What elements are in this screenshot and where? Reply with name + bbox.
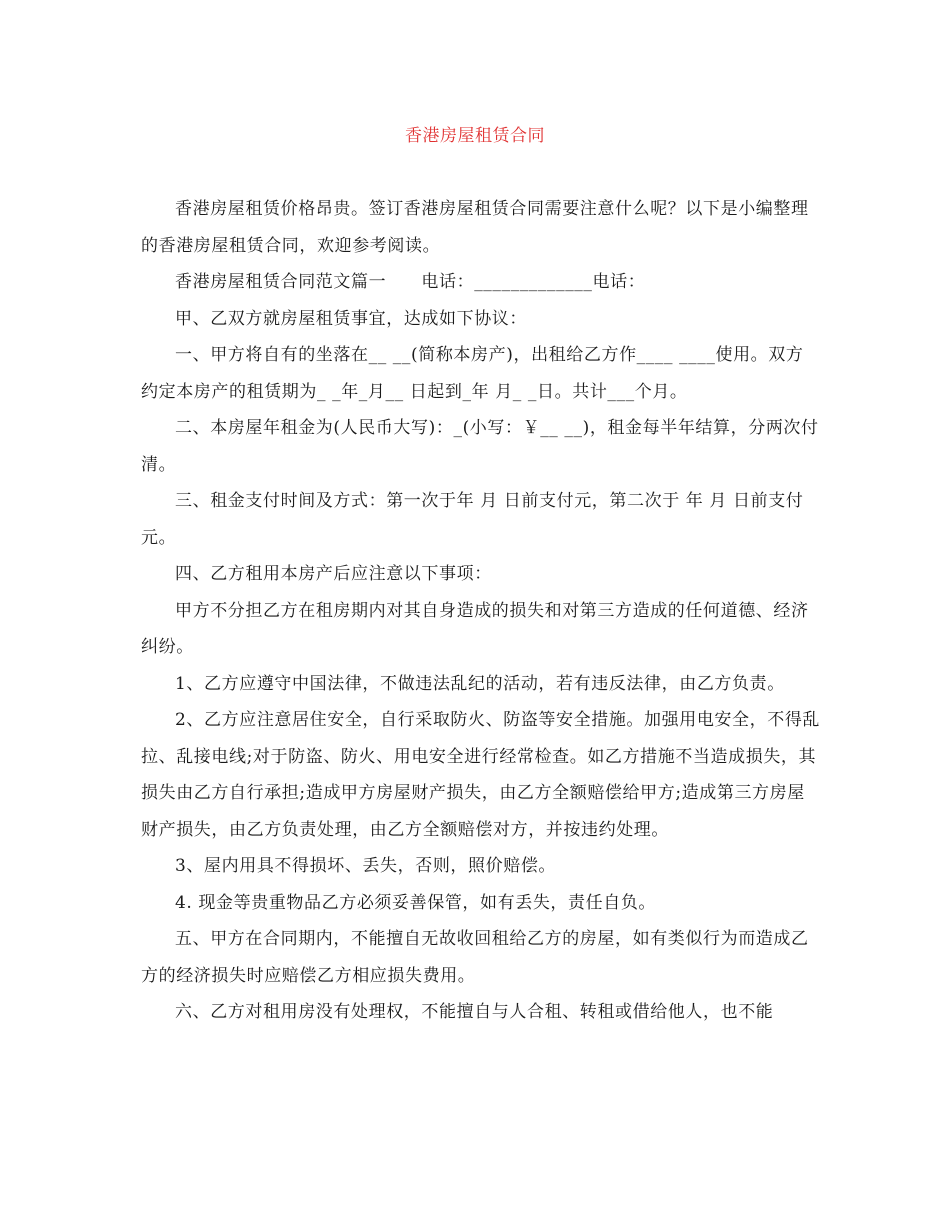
paragraph-item-2: 2、乙方应注意居住安全，自行采取防火、防盗等安全措施。加强用电安全，不得乱拉、乱接电线;对于防盗、防火、用电安全进行经常检查。如乙方措施不当造成损失，其损失由乙方自行承担;造成甲方房屋财产损失，由乙方全额赔偿给甲方;造成第三方房屋财产损失，由乙方负责处理，由乙方全额赔偿对方，并按违约处理。 <box>141 710 821 840</box>
paragraph-item-1: 1、乙方应遵守中国法律，不做违法乱纪的活动，若有违反法律，由乙方负责。 <box>175 673 785 694</box>
paragraph-item-4: 4. 现金等贵重物品乙方必须妥善保管，如有丢失，责任自负。 <box>175 892 657 913</box>
paragraph-agreement: 甲、乙双方就房屋租赁事宜，达成如下协议： <box>175 308 527 329</box>
paragraph-clause-6: 六、乙方对租用房没有处理权，不能擅自与人合租、转租或借给他人，也不能 <box>175 1002 774 1022</box>
paragraph-clause-3: 三、租金支付时间及方式：第一次于年 月 日前支付元，第二次于 年 月 日前支付元。 <box>141 491 804 548</box>
paragraph-sample-heading: 香港房屋租赁合同范文篇一 电话：_____________电话： <box>175 272 646 292</box>
paragraph-clause-5: 五、甲方在合同期内，不能擅自无故收回租给乙方的房屋，如有类似行为而造成乙方的经济损失时应赔偿乙方相应损失费用。 <box>141 929 809 986</box>
paragraph-clause-4: 四、乙方租用本房产后应注意以下事项： <box>175 564 492 584</box>
paragraph-item-3: 3、屋内用具不得损坏、丢失，否则，照价赔偿。 <box>175 856 557 876</box>
document-body <box>141 191 821 1031</box>
document-title: 香港房屋租赁合同 <box>405 126 545 146</box>
paragraph-intro: 香港房屋租赁价格昂贵。签订香港房屋租赁合同需要注意什么呢？以下是小编整理的香港房屋租赁合同，欢迎参考阅读。 <box>141 199 809 256</box>
paragraph-clause-2: 二、本房屋年租金为(人民币大写)：_(小写：￥__ __)，租金每半年结算，分两次付清。 <box>141 418 819 475</box>
paragraph-clause-4-note: 甲方不分担乙方在租房期内对其自身造成的损失和对第三方造成的任何道德、经济纠纷。 <box>141 600 809 657</box>
paragraph-clause-1: 一、甲方将自有的坐落在__ __(简称本房产)，出租给乙方作____ ____使用。双方约定本房产的租赁期为_ _年_月__ 日起到_年 月_ _日。共计___个月。 <box>141 345 804 402</box>
